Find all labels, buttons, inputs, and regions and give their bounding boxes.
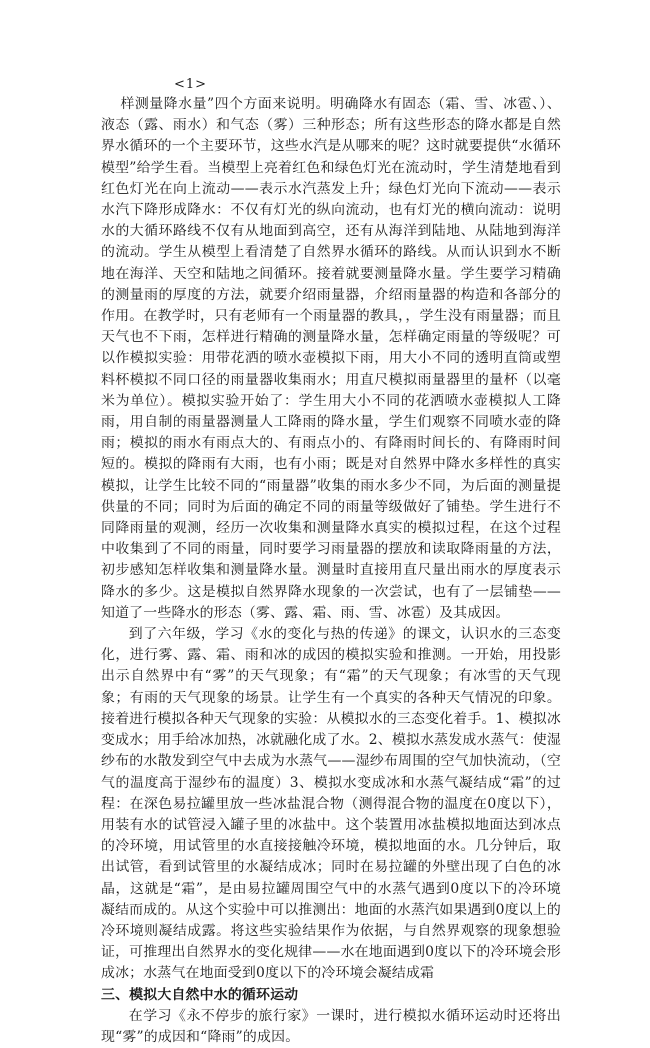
paragraph-water-cycle-lesson: 在学习《永不停步的旅行家》一课时，进行模拟水循环运动时还将出现“雾”的成因和“降雨”的成因。 — [101, 1007, 561, 1045]
section-heading: 三、模拟大自然中水的循环运动 — [101, 986, 299, 1003]
page-number: <1> — [174, 77, 208, 92]
paragraph-grade-six-experiments: 到了六年级，学习《水的变化与热的传递》的课文，认识水的三态变化，进行雾、露、霜、雨和冰的成因的模拟实验和推测。一开始，用投影出示自然界中有“雾”的天气现象；有“霜”的天气现象；有冰雪的天气现象；有雨的天气现象的场景。让学生有一个真实的各种天气情况的印象。接着进行模拟各种天气现象的实验：从模拟水的三态变化着手。1、模拟冰变成水；用手给冰加热，冰就融化成了水。2、模拟水蒸发成水蒸气：使湿纱布的水散发到空气中去成为水蒸气——湿纱布周围的空气加快流动，（空气的温度高于湿纱布的温度）3、模拟水变成冰和水蒸气凝结成“霜”的过程：在深色易拉罐里放一些冰盐混合物（测得混合物的温度在0度以下），用装有水的试管浸入罐子里的冰盐中。这个装置用冰盐模拟地面达到冰点的冷环境，用试管里的水直接接触冷环境，模拟地面的水。几分钟后，取出试管，看到试管里的水凝结成冰；同时在易拉罐的外壁出现了白色的冰晶，这就是“霜”，是由易拉罐周围空气中的水蒸气遇到0度以下的冷环境凝结而成的。从这个实验中可以推测出：地面的水蒸汽如果遇到0度以上的冷环境则凝结成露。将这些实验结果作为依据，与自然界观察的现象想验证，可推理出自然界水的变化规律——水在地面遇到0度以下的冷环境会形成冰；水蒸气在地面受到0度以下的冷环境会凝结成霜 — [101, 626, 561, 982]
paragraph-measuring-precipitation: 样测量降水量”四个方面来说明。明确降水有固态（霜、雪、冰雹、）、液态（露、雨水）和气态（雾）三种形态；所有这些形态的降水都是自然界水循环的一个主要环节，这些水汽是从哪来的呢？这时就要提供“水循环模型”给学生看。当模型上亮着红色和绿色灯光在流动时，学生清楚地看到红色灯光在向上流动——表示水汽蒸发上升；绿色灯光向下流动——表示水汽下降形成降水：不仅有灯光的纵向流动，也有灯光的横向流动：说明水的大循环路线不仅有从地面到高空，还有从海洋到陆地、从陆地到海洋的流动。学生从模型上看清楚了自然界水循环的路线。从而认识到水不断地在海洋、天空和陆地之间循环。接着就要测量降水量。学生要学习精确的测量雨的厚度的方法，就要介绍雨量器，介绍雨量器的构造和各部分的作用。在教学时，只有老师有一个雨量器的教具，，学生没有雨量器；而且天气也不下雨，怎样进行精确的测量降水量，怎样确定雨量的等级呢？可以作模拟实验：用带花洒的喷水壶模拟下雨，用大小不同的透明直筒或塑料杯模拟不同口径的雨量器收集雨水；用直尺模拟雨量器里的量杯（以毫米为单位）。模拟实验开始了：学生用大小不同的花洒喷水壶模拟人工降雨，用自制的雨量器测量人工降雨的降水量，学生们观察不同喷水壶的降雨；模拟的雨水有雨点大的、有雨点小的、有降雨时间长的、有降雨时间短的。模拟的降雨有大雨，也有小雨；既是对自然界中降水多样性的真实模拟，让学生比较不同的“雨量器”收集的雨水多少不同，为后面的测量提供量的不同；同时为后面的确定不同的雨量等级做好了铺垫。学生进行不同降雨量的观测，经历一次收集和测量降水真实的模拟过程，在这个过程中收集到了不同的雨量，同时要学习雨量器的摆放和读取降雨量的方法，初步感知怎样收集和测量降水量。测量时直接用直尺量出雨水的厚度表示降水的多少。这是模拟自然界降水现象的一次尝试，也有了一层铺垫——知道了一些降水的形态（雾、露、霜、雨、雪、冰雹）及其成因。 — [101, 96, 561, 621]
document-body — [101, 94, 561, 1048]
